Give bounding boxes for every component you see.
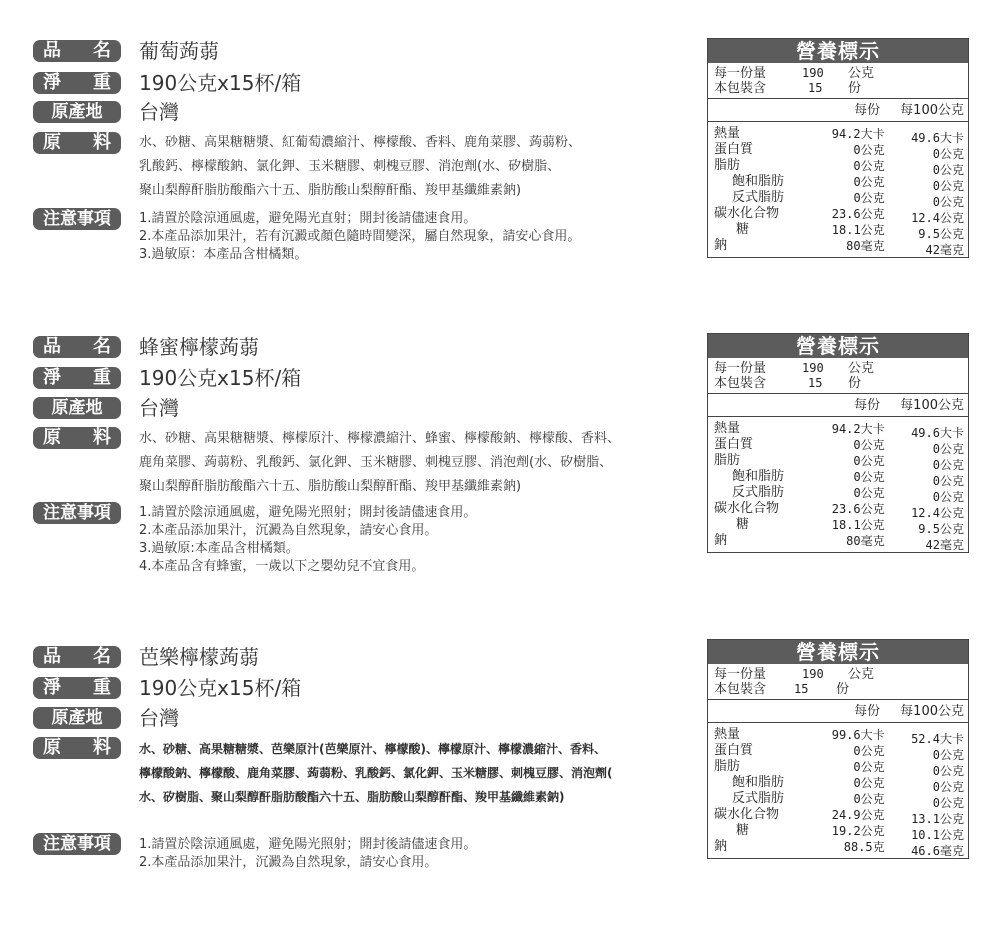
ingredients-line: 水、砂糖、高果糖糖漿、紅葡萄濃縮汁、檸檬酸、香料、鹿角菜膠、蒟蒻粉、 <box>139 135 582 150</box>
nutrient-label: 脂肪 <box>714 759 741 774</box>
ingredients-row <box>33 427 699 499</box>
nutrient-label: 碳水化合物 <box>714 501 780 516</box>
tag-char: 淨 <box>43 677 61 698</box>
tag-char: 淨 <box>43 367 61 388</box>
nutrient-label: 糖 <box>736 222 750 237</box>
tag-char: 料 <box>93 132 111 153</box>
per-serving-value: 23.6公克 <box>831 502 885 516</box>
tag-char: 原 <box>43 427 61 448</box>
per-100g-value: 46.6毫克 <box>911 844 964 858</box>
product-name-tag <box>33 40 121 62</box>
servings-per-pack-label: 本包裝含 <box>714 376 767 391</box>
per-serving-value: 0公克 <box>853 175 885 189</box>
servings-per-pack-value: 15 <box>808 81 823 95</box>
ingredients-text <box>139 427 699 499</box>
nutrient-label: 脂肪 <box>714 453 741 468</box>
note-line: 2.本產品添加果汁，沉澱為自然現象，請安心食用。 <box>139 523 438 538</box>
tag-char: 重 <box>93 677 111 698</box>
product-name-tag <box>33 646 121 668</box>
notes-row <box>33 208 580 264</box>
ingredients-row <box>33 132 699 203</box>
per-100g-value: 9.5公克 <box>918 227 964 241</box>
product-name: 葡萄蒟蒻 <box>139 39 219 63</box>
per-100g-value: 0公克 <box>932 764 964 778</box>
per-100g-value: 12.4公克 <box>911 506 964 520</box>
notes-row <box>33 833 476 872</box>
origin-tag: 原產地 <box>33 397 121 419</box>
nutrition-title: 營養標示 <box>708 334 968 358</box>
serving-size-unit: 公克 <box>848 66 875 81</box>
tag-char: 名 <box>93 40 111 61</box>
nutrient-label: 鈉 <box>714 238 728 253</box>
per-100g-value: 42毫克 <box>925 243 964 257</box>
note-line: 1.請置於陰涼通風處，避免陽光照射；開封後請儘速食用。 <box>139 505 477 520</box>
nutrient-row-energy <box>714 727 964 746</box>
per-serving-value: 99.6大卡 <box>831 728 885 742</box>
per-100g-value: 0公克 <box>932 458 964 472</box>
per-100g-value: 49.6大卡 <box>911 131 964 145</box>
product-name-row <box>33 646 259 668</box>
note-line: 3.過敏原:本產品含柑橘類。 <box>139 541 299 556</box>
nutrition-title: 營養標示 <box>708 640 968 664</box>
nutrient-label: 飽和脂肪 <box>732 174 785 189</box>
tag-char: 原 <box>43 737 61 758</box>
note-line: 1.請置於陰涼通風處，避免陽光直射；開封後請儘速食用。 <box>139 211 477 226</box>
per-serving-value: 0公克 <box>853 792 885 806</box>
nutrient-label: 反式脂肪 <box>732 190 785 205</box>
ingredients-tag <box>33 737 121 759</box>
per-serving-value: 0公克 <box>853 744 885 758</box>
note-line: 2.本產品添加果汁，若有沉澱或顏色隨時間變深，屬自然現象，請安心食用。 <box>139 229 581 244</box>
nutrition-column-headers <box>708 99 968 122</box>
per-serving-value: 19.2公克 <box>831 824 885 838</box>
nutrient-label: 熱量 <box>714 727 741 742</box>
nutrient-label: 鈉 <box>714 839 728 854</box>
servings-per-pack-label: 本包裝含 <box>714 682 767 697</box>
serving-info <box>708 63 968 99</box>
per-100g-value: 13.1公克 <box>911 812 964 826</box>
per-serving-value: 0公克 <box>853 438 885 452</box>
product-name: 蜂蜜檸檬蒟蒻 <box>139 335 259 359</box>
ingredients-line: 水、矽樹脂、聚山梨醇酐脂肪酸酯六十五、脂肪酸山梨醇酐酯、羧甲基纖維素鈉) <box>139 790 565 804</box>
notes-tag: 注意事項 <box>33 208 121 230</box>
ingredients-text <box>139 737 699 809</box>
nutrition-rows <box>708 417 968 552</box>
servings-per-pack-unit: 份 <box>848 376 862 391</box>
tag-char: 原 <box>43 132 61 153</box>
product-name-tag <box>33 336 121 358</box>
net-weight: 190公克x15杯/箱 <box>139 71 302 95</box>
per-100g-value: 49.6大卡 <box>911 426 964 440</box>
serving-size-value: 190 <box>802 66 824 80</box>
per-100g-value: 0公克 <box>932 780 964 794</box>
serving-size-label: 每一份量 <box>714 667 767 682</box>
per-100g-value: 12.4公克 <box>911 211 964 225</box>
ingredients-line: 鹿角菜膠、蒟蒻粉、乳酸鈣、氯化鉀、玉米糖膠、刺槐豆膠、消泡劑(水、矽樹脂、 <box>139 455 613 470</box>
serving-size-value: 190 <box>802 361 824 375</box>
product-name-row <box>33 336 259 358</box>
nutrient-row-energy <box>714 421 964 440</box>
nutrient-label: 脂肪 <box>714 158 741 173</box>
per-serving-value: 23.6公克 <box>831 207 885 221</box>
ingredients-line: 水、砂糖、高果糖糖漿、檸檬原汁、檸檬濃縮汁、蜂蜜、檸檬酸鈉、檸檬酸、香料、 <box>139 431 621 446</box>
per-serving-value: 0公克 <box>853 470 885 484</box>
notes-text <box>139 210 580 264</box>
per-100g-value: 10.1公克 <box>911 828 964 842</box>
per-serving-value: 0公克 <box>853 191 885 205</box>
origin-tag: 原產地 <box>33 707 121 729</box>
note-line: 2.本產品添加果汁，沉澱為自然現象，請安心食用。 <box>139 855 438 870</box>
nutrient-label: 蛋白質 <box>714 142 754 157</box>
nutrition-column-headers <box>708 394 968 417</box>
tag-char: 品 <box>43 40 61 61</box>
notes-tag: 注意事項 <box>33 833 121 855</box>
nutrient-row-energy <box>714 126 964 145</box>
net-weight-tag <box>33 72 121 94</box>
per-serving-value: 88.5克 <box>843 840 885 854</box>
serving-size-unit: 公克 <box>848 667 875 682</box>
per-100g-value: 0公克 <box>932 748 964 762</box>
per-serving-value: 0公克 <box>853 776 885 790</box>
origin-tag: 原產地 <box>33 101 121 123</box>
nutrient-label: 碳水化合物 <box>714 807 780 822</box>
origin: 台灣 <box>139 100 179 124</box>
per-100g-header: 每100公克 <box>900 103 964 118</box>
nutrient-label: 飽和脂肪 <box>732 469 785 484</box>
per-serving-value: 18.1公克 <box>831 223 885 237</box>
per-100g-value: 9.5公克 <box>918 522 964 536</box>
nutrition-facts-table <box>707 639 969 859</box>
origin-row <box>33 707 179 729</box>
per-serving-header: 每份 <box>853 103 880 118</box>
per-serving-header: 每份 <box>853 398 880 413</box>
net-weight: 190公克x15杯/箱 <box>139 676 302 700</box>
per-100g-value: 52.4大卡 <box>911 732 964 746</box>
serving-size-label: 每一份量 <box>714 361 767 376</box>
note-line: 1.請置於陰涼通風處，避免陽光照射；開封後請儘速食用。 <box>139 837 477 852</box>
product-block-honey-lemon <box>0 333 1000 603</box>
per-serving-value: 80毫克 <box>846 239 885 253</box>
nutrition-facts-table <box>707 38 969 258</box>
origin: 台灣 <box>139 396 179 420</box>
nutrient-label: 碳水化合物 <box>714 206 780 221</box>
per-serving-value: 94.2大卡 <box>831 127 885 141</box>
per-serving-value: 94.2大卡 <box>831 422 885 436</box>
ingredients-line: 水、砂糖、高果糖糖漿、芭樂原汁(芭樂原汁、檸檬酸)、檸檬原汁、檸檬濃縮汁、香料、 <box>139 742 606 756</box>
per-serving-value: 0公克 <box>853 454 885 468</box>
per-serving-value: 80毫克 <box>846 534 885 548</box>
notes-row <box>33 502 476 576</box>
nutrient-label: 飽和脂肪 <box>732 775 785 790</box>
per-100g-value: 0公克 <box>932 147 964 161</box>
nutrient-label: 糖 <box>736 517 750 532</box>
nutrient-label: 鈉 <box>714 533 728 548</box>
ingredients-line: 聚山梨醇酐脂肪酸酯六十五、脂肪酸山梨醇酐酯、羧甲基纖維素鈉) <box>139 183 522 198</box>
tag-char: 名 <box>93 646 111 667</box>
net-weight-row <box>33 72 301 94</box>
ingredients-line: 聚山梨醇酐脂肪酸酯六十五、脂肪酸山梨醇酐酯、羧甲基纖維素鈉) <box>139 479 522 494</box>
nutrition-column-headers <box>708 700 968 723</box>
tag-char: 料 <box>93 427 111 448</box>
servings-per-pack-label: 本包裝含 <box>714 81 767 96</box>
per-100g-value: 42毫克 <box>925 538 964 552</box>
tag-char: 料 <box>93 737 111 758</box>
servings-per-pack-unit: 份 <box>836 682 850 697</box>
serving-info <box>708 664 968 700</box>
serving-info <box>708 358 968 394</box>
per-100g-header: 每100公克 <box>900 704 964 719</box>
per-100g-header: 每100公克 <box>900 398 964 413</box>
per-serving-value: 0公克 <box>853 143 885 157</box>
tag-char: 品 <box>43 646 61 667</box>
nutrient-label: 反式脂肪 <box>732 485 785 500</box>
note-line: 4.本產品含有蜂蜜，一歲以下之嬰幼兒不宜食用。 <box>139 559 425 574</box>
nutrient-label: 蛋白質 <box>714 437 754 452</box>
ingredients-line: 檸檬酸鈉、檸檬酸、鹿角菜膠、蒟蒻粉、乳酸鈣、氯化鉀、玉米糖膠、刺槐豆膠、消泡劑( <box>139 766 613 780</box>
product-block-grape <box>0 35 1000 305</box>
ingredients-text <box>139 131 699 203</box>
ingredients-line: 乳酸鈣、檸檬酸鈉、氯化鉀、玉米糖膠、刺槐豆膠、消泡劑(水、矽樹脂、 <box>139 159 561 174</box>
tag-char: 淨 <box>43 72 61 93</box>
tag-char: 名 <box>93 336 111 357</box>
nutrient-label: 熱量 <box>714 421 741 436</box>
per-100g-value: 0公克 <box>932 490 964 504</box>
per-serving-value: 24.9公克 <box>831 808 885 822</box>
per-100g-value: 0公克 <box>932 195 964 209</box>
serving-size-value: 190 <box>802 667 824 681</box>
origin: 台灣 <box>139 706 179 730</box>
nutrient-label: 反式脂肪 <box>732 791 785 806</box>
net-weight-tag <box>33 677 121 699</box>
per-100g-value: 0公克 <box>932 474 964 488</box>
per-serving-value: 0公克 <box>853 159 885 173</box>
nutrition-rows <box>708 723 968 858</box>
nutrient-label: 糖 <box>736 823 750 838</box>
tag-char: 品 <box>43 336 61 357</box>
nutrition-rows <box>708 122 968 257</box>
net-weight-tag <box>33 367 121 389</box>
note-line: 3.過敏原：本產品含柑橘類。 <box>139 247 308 262</box>
per-serving-value: 0公克 <box>853 486 885 500</box>
per-serving-value: 0公克 <box>853 760 885 774</box>
servings-per-pack-value: 15 <box>808 376 823 390</box>
nutrient-label: 蛋白質 <box>714 743 754 758</box>
nutrient-label: 熱量 <box>714 126 741 141</box>
ingredients-row <box>33 737 699 809</box>
origin-row <box>33 101 179 123</box>
product-name-row <box>33 40 219 62</box>
tag-char: 重 <box>93 72 111 93</box>
nutrition-facts-table <box>707 333 969 553</box>
net-weight-row <box>33 367 301 389</box>
servings-per-pack-unit: 份 <box>848 81 862 96</box>
notes-tag: 注意事項 <box>33 502 121 524</box>
ingredients-tag <box>33 427 121 449</box>
serving-size-label: 每一份量 <box>714 66 767 81</box>
nutrition-title: 營養標示 <box>708 39 968 63</box>
net-weight: 190公克x15杯/箱 <box>139 366 302 390</box>
product-name: 芭樂檸檬蒟蒻 <box>139 645 259 669</box>
per-serving-header: 每份 <box>853 704 880 719</box>
ingredients-tag <box>33 132 121 154</box>
notes-text <box>139 836 476 872</box>
product-block-guava-lemon <box>0 639 1000 909</box>
per-100g-value: 0公克 <box>932 442 964 456</box>
per-serving-value: 18.1公克 <box>831 518 885 532</box>
net-weight-row <box>33 677 301 699</box>
notes-text <box>139 504 476 576</box>
origin-row <box>33 397 179 419</box>
per-100g-value: 0公克 <box>932 179 964 193</box>
serving-size-unit: 公克 <box>848 361 875 376</box>
per-100g-value: 0公克 <box>932 796 964 810</box>
servings-per-pack-value: 15 <box>794 682 809 696</box>
tag-char: 重 <box>93 367 111 388</box>
per-100g-value: 0公克 <box>932 163 964 177</box>
